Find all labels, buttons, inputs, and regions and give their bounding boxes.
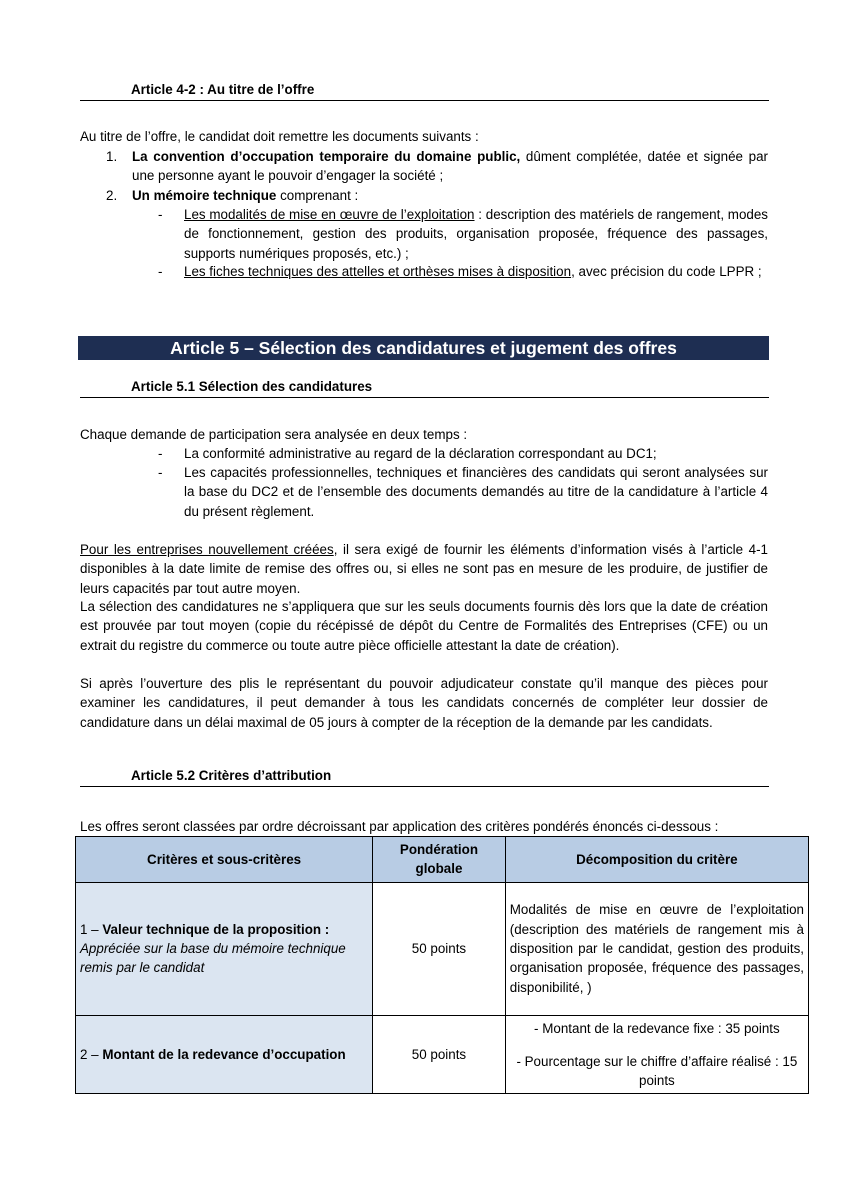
table-header-row xyxy=(76,837,809,883)
paragraph-new-companies: Pour les entreprises nouvellement créées, il sera exigé de fournir les éléments d’information visés à l’article 4-1 disponibles à la date limite de remise des offres ou, si elles ne sont pas en mesure de les produire, de justifier de leurs capacités par tout autre moyen. xyxy=(80,542,768,596)
list-item: - Les capacités professionnelles, techniques et financières des candidats qui seront analysées sur la base du DC2 et de l’ensemble des documents demandés au titre de la candidature à l’article 4 du présent règlement. xyxy=(158,465,768,519)
article-5-banner: Article 5 – Sélection des candidatures et jugement des offres xyxy=(78,336,769,360)
list-item: - Les fiches techniques des attelles et orthèses mises à disposition, avec précision du code LPPR ; xyxy=(158,264,762,279)
table-header-criteria: Critères et sous-critères xyxy=(76,837,373,883)
table-cell-criterion: 2 – Montant de la redevance d’occupation xyxy=(76,1015,373,1094)
list-item: - La conformité administrative au regard de la déclaration correspondant au DC1; xyxy=(158,446,657,461)
article-5-2-heading: Article 5.2 Critères d’attribution xyxy=(80,767,769,787)
article-4-2-intro: Au titre de l’offre, le candidat doit remettre les documents suivants : xyxy=(80,129,479,144)
list-item: 2. Un mémoire technique comprenant : xyxy=(106,188,359,203)
list-item: 1. La convention d’occupation temporaire du domaine public, dûment complétée, datée et signée par une personne ayant le pouvoir d’engager la société ; xyxy=(106,149,769,184)
article-4-2-heading: Article 4-2 : Au titre de l’offre xyxy=(80,81,769,101)
table-header-weight: Pondération globale xyxy=(373,837,506,883)
article-5-1-heading: Article 5.1 Sélection des candidatures xyxy=(80,378,769,398)
list-item: - Les modalités de mise en œuvre de l’exploitation : description des matériels de rangement, modes de fonctionnement, gestion des produits, organisation proposée, fréquence des passages, supports numériques proposés, etc.) ; xyxy=(158,207,768,261)
criteria-table xyxy=(75,836,809,1094)
table-cell-breakdown: Modalités de mise en œuvre de l’exploitation (description des matériels de rangement mis à disposition par le candidat, gestion des produits, organisation proposée, fréquence des passages, disponibilité, ) xyxy=(505,882,808,1015)
article-5-1-intro: Chaque demande de participation sera analysée en deux temps : xyxy=(80,427,468,442)
table-cell-breakdown: - Montant de la redevance fixe : 35 points - Pourcentage sur le chiffre d’affaire réalisé : 15 points xyxy=(505,1015,808,1094)
paragraph-selection: La sélection des candidatures ne s’appliquera que sur les seuls documents fournis dès lors que la date de création est prouvée par tout moyen (copie du récépissé de dépôt du Centre de Formalités des Entreprises (CFE) ou un extrait du registre du commerce ou toute autre pièce officielle attestant la date de création). xyxy=(80,599,768,653)
table-row xyxy=(76,1015,809,1094)
article-5-2-intro: Les offres seront classées par ordre décroissant par application des critères pondérés énoncés ci-dessous : xyxy=(80,819,719,834)
table-cell-weight: 50 points xyxy=(373,882,506,1015)
table-header-breakdown: Décomposition du critère xyxy=(505,837,808,883)
table-row xyxy=(76,882,809,1015)
paragraph-missing-documents: Si après l’ouverture des plis le représentant du pouvoir adjudicateur constate qu’il manque des pièces pour examiner les candidatures, il peut demander à tous les candidats concernés de compléter leur dossier de candidature dans un délai maximal de 05 jours à compter de la réception de la demande par les candidats. xyxy=(80,676,768,730)
table-cell-weight: 50 points xyxy=(373,1015,506,1094)
table-cell-criterion: 1 – Valeur technique de la proposition : Appréciée sur la base du mémoire technique remis par le candidat xyxy=(76,882,373,1015)
